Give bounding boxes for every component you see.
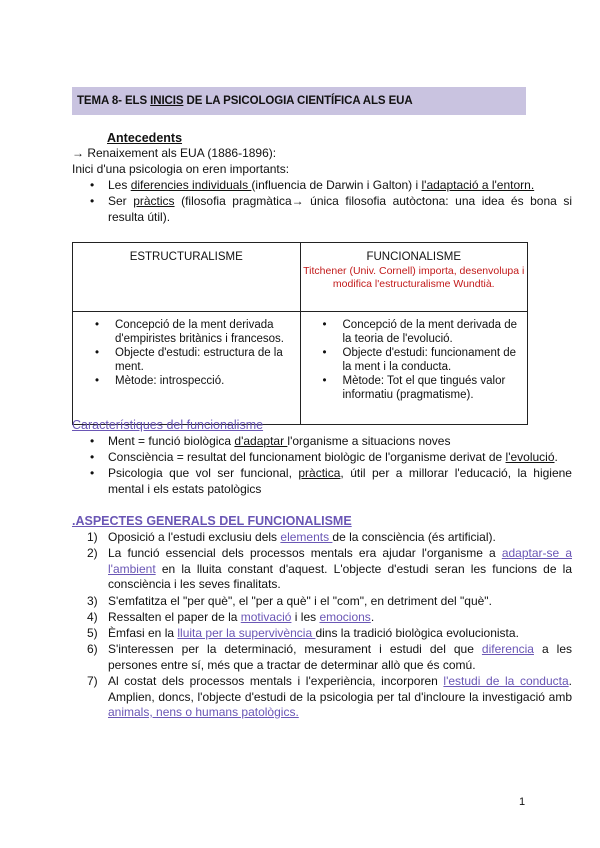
table-cell-estructuralisme: [73, 312, 301, 425]
list-item: • Concepció de la ment derivada de la teoria de l'evolució.: [301, 318, 528, 346]
page-title: [72, 87, 526, 115]
title-text-underlined: INICIS: [150, 95, 184, 107]
list-item: • Mètode: introspecció.: [73, 374, 300, 388]
caracteristiques-heading[interactable]: Característiques del funcionalisme: [72, 418, 264, 432]
link-lluita-supervivencia[interactable]: lluita per la supervivència: [177, 626, 316, 640]
list-item: • Mètode: Tot el que tingués valor informatiu (pragmatisme).: [301, 374, 528, 402]
table-note-titchener: Titchener (Univ. Cornell) importa, desenvolupa i modifica l'estructuralisme Wundtià.: [303, 265, 525, 290]
comparison-table: [72, 242, 528, 425]
list-item: • Concepció de la ment derivada d'empiristes britànics i francesos.: [73, 318, 300, 346]
antecedents-bullet-2: • Ser pràctics (filosofia pragmàtica→ única filosofia autòctona: una idea és bona si resulta útil).: [108, 194, 572, 225]
antecedents-bullet-1: • Les diferencies individuals (influencia de Darwin i Galton) i l'adaptació a l'entorn.: [108, 178, 572, 194]
link-elements[interactable]: elements: [280, 530, 333, 544]
caracteristiques-bullet-3: • Psicologia que vol ser funcional, pràctica, útil per a millorar l'educació, la higiene mental i els estats patològics: [108, 466, 572, 497]
table-header-funcionalisme: FUNCIONALISME Titchener (Univ. Cornell) importa, desenvolupa i modifica l'estructuralisme Wundtià.: [300, 243, 528, 312]
list-item: • Objecte d'estudi: estructura de la ment.: [73, 346, 300, 374]
link-diferencia[interactable]: diferencia: [481, 642, 534, 656]
caracteristiques-bullet-2: • Consciència = resultat del funcionament biològic de l'organisme derivat de l'evolució.: [108, 450, 572, 466]
link-adaptar-se-ambient[interactable]: adaptar-se a l'ambient: [108, 546, 572, 576]
antecedents-line-2: Inici d'una psicologia on eren importants:: [72, 162, 290, 176]
page-number: 1: [519, 796, 526, 808]
antecedents-heading: Antecedents: [107, 131, 183, 145]
list-item: • Objecte d'estudi: funcionament de la ment i la conducta.: [301, 346, 528, 374]
link-emocions[interactable]: emocions: [319, 610, 371, 624]
table-header-estructuralisme: ESTRUCTURALISME: [73, 243, 301, 312]
aspecte-item-5: 5) Èmfasi en la lluita per la supervivència dins la tradició biològica evolucionista.: [87, 626, 519, 640]
table-cell-funcionalisme: [300, 312, 528, 425]
title-text-pre: TEMA 8- ELS: [77, 95, 151, 107]
caracteristiques-bullet-1: • Ment = funció biològica d'adaptar l'organisme a situacions noves: [108, 434, 572, 450]
aspectes-heading[interactable]: .ASPECTES GENERALS DEL FUNCIONALISME: [72, 514, 352, 528]
link-animals-nens-humans[interactable]: animals, nens o humans patològics.: [108, 705, 299, 719]
aspecte-item-6: 6) S'interessen per la determinació, mesurament i estudi del que diferencia a les persones entre sí, més que a tractar de determinar allò que és comú.: [87, 642, 572, 672]
link-diferencies-individuals[interactable]: diferencies individuals: [130, 178, 252, 192]
link-adaptacio-entorn[interactable]: l'adaptació a l'entorn.: [421, 178, 535, 192]
aspecte-item-7: 7) Al costat dels processos mentals i l'experiència, incorporen l'estudi de la conducta. Amplien, doncs, l'objecte d'estudi de la psicologia per tal d'incloure la investigació amb animals, nens o humans patològics.: [87, 674, 573, 719]
title-text-post: DE LA PSICOLOGIA CIENTÍFICA ALS EUA: [183, 95, 413, 107]
aspecte-item-3: 3) S'emfatitza el "per què", el "per a què" i el "com", en detriment del "què".: [87, 594, 492, 608]
aspecte-item-4: 4) Ressalten el paper de la motivació i les emocions.: [87, 610, 375, 624]
aspecte-item-1: 1) Oposició a l'estudi exclusiu dels elements de la consciència (és artificial).: [87, 530, 496, 544]
aspecte-item-2: 2) La funció essencial dels processos mentals era ajudar l'organisme a adaptar-se a l'ambient en la lluita constant d'aquest. L'objecte d'estudi seran les funcions de la consciència i les seves finalitats.: [87, 546, 572, 591]
antecedents-line-1: → Renaixement als EUA (1886-1896):: [72, 146, 277, 160]
link-estudi-conducta[interactable]: l'estudi de la conducta: [443, 674, 569, 688]
link-motivacio[interactable]: motivació: [240, 610, 292, 624]
